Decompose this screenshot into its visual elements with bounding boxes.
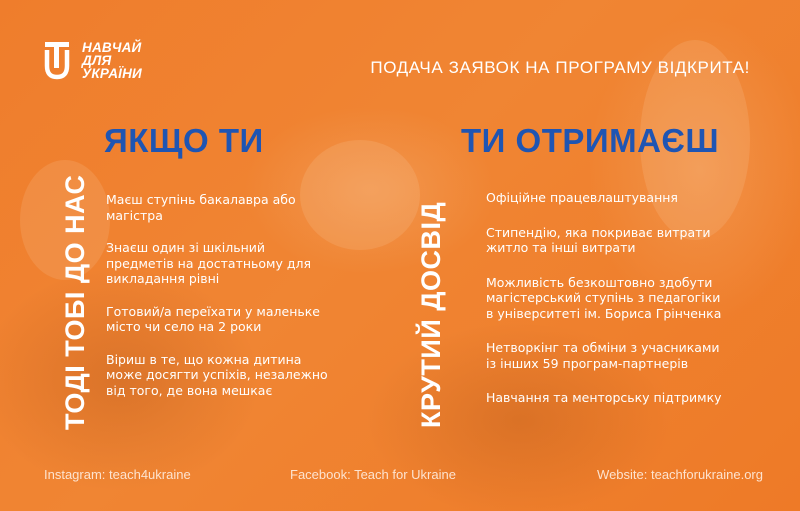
logo-line: ДЛЯ (82, 52, 112, 68)
requirements-list (106, 192, 334, 415)
logo-line: УКРАЇНИ (82, 65, 142, 81)
requirement-item: Віриш в те, що кожна дитина може досягти успіхів, незалежно від того, де вона мешкає (106, 351, 328, 398)
requirement-item: Знаєш один зі шкільний предметів на достатньому для викладання рівні (106, 240, 311, 286)
requirement-item: Готовий/а переїхати у маленьке місто чи село на 2 роки (106, 303, 320, 334)
requirement-item: Маєш ступінь бакалавра або магістра (106, 192, 296, 223)
benefit-item: Можливість безкоштовно здобути магістерський ступінь з педагогіки в університеті ім. Бориса Грінченка (486, 274, 722, 321)
left-vertical-title: ТОДІ ТОБІ ДО НАС (60, 174, 90, 430)
instagram-link[interactable]: Instagram: teach4ukraine (44, 467, 191, 482)
right-vertical-title: КРУТИЙ ДОСВІД (416, 201, 446, 428)
logo-wordmark (82, 41, 142, 80)
application-tagline: ПОДАЧА ЗАЯВОК НА ПРОГРАМУ ВІДКРИТА! (370, 58, 750, 77)
benefit-item: Нетворкінг та обміни з учасниками із інших 59 програм-партнерів (486, 340, 720, 371)
logo (44, 40, 142, 80)
benefit-item: Стипендію, яка покриває витрати житло та інші витрати (486, 224, 711, 255)
benefit-item: Офіційне працевлаштування (486, 190, 678, 205)
logo-line: НАВЧАЙ (82, 39, 142, 55)
left-heading: ЯКЩО ТИ (104, 122, 264, 159)
benefit-item: Навчання та менторську підтримку (486, 390, 722, 405)
tu-monogram-icon (44, 40, 74, 80)
facebook-link[interactable]: Facebook: Teach for Ukraine (290, 467, 456, 482)
website-link[interactable]: Website: teachforukraine.org (597, 467, 763, 482)
benefits-list (486, 190, 726, 425)
right-heading: ТИ ОТРИМАЄШ (461, 122, 720, 159)
